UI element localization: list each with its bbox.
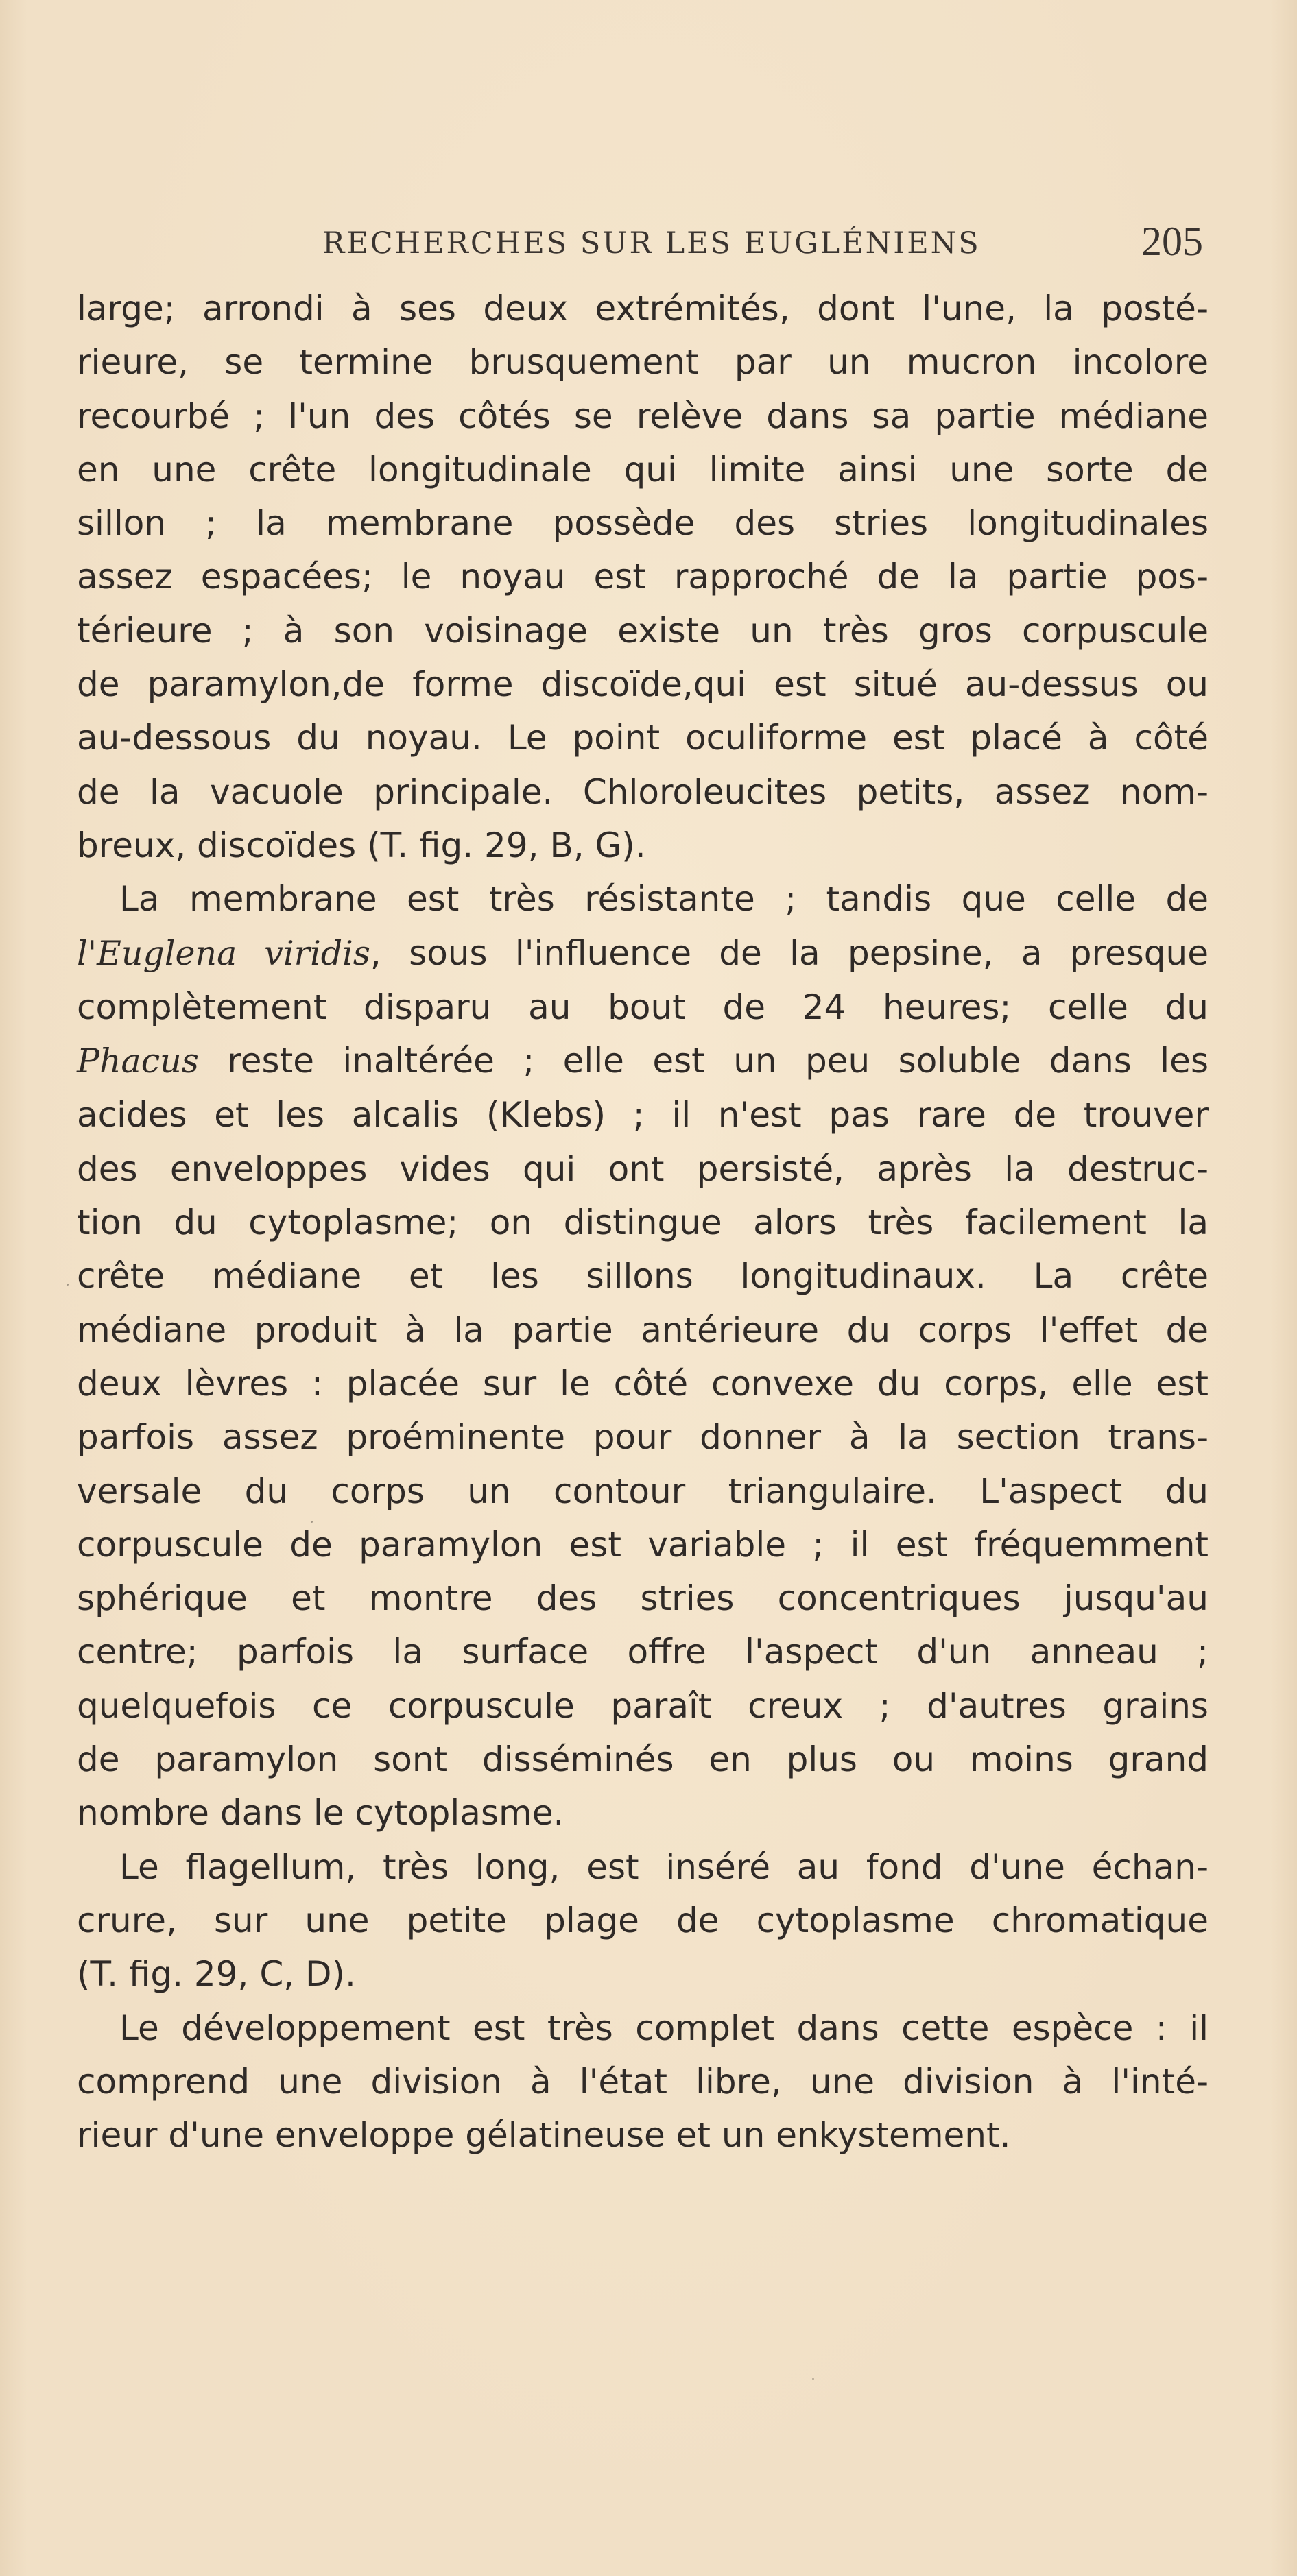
text-line xyxy=(77,658,1209,711)
text-line xyxy=(77,1088,1209,1142)
text-line xyxy=(77,282,1209,335)
text-line xyxy=(77,604,1209,658)
text-span: sphérique et montre des stries concentriques jusqu'au xyxy=(77,1578,1209,1619)
text-line xyxy=(77,2108,1209,2162)
text-line xyxy=(77,2055,1209,2108)
text-line xyxy=(77,1518,1209,1572)
text-span: sillon ; la membrane possède des stries longitudinales xyxy=(77,503,1209,544)
text-span: térieure ; à son voisinage existe un très gros corpuscule xyxy=(77,610,1209,651)
text-span: de paramylon sont disséminés en plus ou moins grand xyxy=(77,1740,1209,1780)
text-span: Le développement est très complet dans cette espèce : il xyxy=(119,2008,1209,2048)
text-line xyxy=(77,711,1209,765)
paper-speck xyxy=(311,1521,313,1523)
text-line xyxy=(77,1894,1209,1947)
text-line xyxy=(77,335,1209,389)
italic-text: Phacus xyxy=(77,1042,199,1081)
text-line xyxy=(77,980,1209,1034)
text-line xyxy=(77,389,1209,443)
text-line xyxy=(77,926,1209,980)
text-line xyxy=(77,443,1209,496)
text-line xyxy=(77,1947,1209,2001)
text-span: breux, discoïdes (T. fig. 29, B, G). xyxy=(77,825,646,865)
text-span: quelquefois ce corpuscule paraît creux ; d'autres grains xyxy=(77,1685,1209,1726)
text-line xyxy=(77,1249,1209,1303)
text-line xyxy=(77,1303,1209,1357)
text-line xyxy=(77,1733,1209,1786)
running-title: RECHERCHES SUR LES EUGLÉNIENS xyxy=(322,226,981,261)
paper-speck xyxy=(67,1284,69,1286)
text-span: corpuscule de paramylon est variable ; il est fréquemment xyxy=(77,1524,1209,1565)
running-head xyxy=(0,218,1297,273)
text-line xyxy=(77,550,1209,603)
text-span: acides et les alcalis (Klebs) ; il n'est pas rare de trouver xyxy=(77,1095,1209,1135)
text-span: crête médiane et les sillons longitudinaux. La crête xyxy=(77,1256,1209,1297)
text-span: médiane produit à la partie antérieure du corps l'effet de xyxy=(77,1310,1209,1350)
text-line xyxy=(77,1840,1209,1894)
text-span: crure, sur une petite plage de cytoplasme chromatique xyxy=(77,1900,1209,1940)
text-line xyxy=(77,872,1209,926)
text-line xyxy=(77,819,1209,872)
text-span: Le flagellum, très long, est inséré au fond d'une échan- xyxy=(119,1846,1209,1887)
text-span: tion du cytoplasme; on distingue alors très facilement la xyxy=(77,1203,1209,1243)
text-line xyxy=(77,1196,1209,1249)
text-line xyxy=(77,1357,1209,1410)
text-span: deux lèvres : placée sur le côté convexe du corps, elle est xyxy=(77,1363,1209,1404)
text-span: complètement disparu au bout de 24 heures; celle du xyxy=(77,987,1209,1027)
text-line xyxy=(77,1572,1209,1625)
text-span: de paramylon,de forme discoïde,qui est situé au-dessus ou xyxy=(77,664,1209,705)
text-span: assez espacées; le noyau est rapproché de la partie pos- xyxy=(77,557,1209,597)
text-line xyxy=(77,1034,1209,1088)
text-span: , sous l'influence de la pepsine, a presque xyxy=(370,932,1209,973)
text-span: en une crête longitudinale qui limite ainsi une sorte de xyxy=(77,449,1209,490)
text-line xyxy=(77,1410,1209,1464)
text-span: des enveloppes vides qui ont persisté, après la destruc- xyxy=(77,1148,1209,1189)
italic-text: l'Euglena viridis xyxy=(77,933,370,973)
text-span: comprend une division à l'état libre, une division à l'inté- xyxy=(77,2061,1209,2102)
text-span: rieur d'une enveloppe gélatineuse et un enkystement. xyxy=(77,2115,1011,2156)
text-line xyxy=(77,765,1209,819)
text-line xyxy=(77,1625,1209,1678)
text-span: La membrane est très résistante ; tandis que celle de xyxy=(119,879,1209,919)
body-text xyxy=(77,282,1209,2162)
text-line xyxy=(77,1786,1209,1840)
text-span: rieure, se termine brusquement par un mucron incolore xyxy=(77,342,1209,383)
text-span: centre; parfois la surface offre l'aspect d'un anneau ; xyxy=(77,1632,1209,1672)
text-line xyxy=(77,1465,1209,1518)
text-span: recourbé ; l'un des côtés se relève dans sa partie médiane xyxy=(77,396,1209,436)
text-line xyxy=(77,496,1209,550)
text-span: de la vacuole principale. Chloroleucites petits, assez nom- xyxy=(77,771,1209,812)
text-span: nombre dans le cytoplasme. xyxy=(77,1793,564,1833)
text-span: parfois assez proéminente pour donner à la section trans- xyxy=(77,1417,1209,1458)
text-span: reste inaltérée ; elle est un peu soluble dans les xyxy=(198,1041,1209,1081)
text-line xyxy=(77,2001,1209,2055)
text-line xyxy=(77,1142,1209,1196)
text-span: au-dessous du noyau. Le point oculiforme est placé à côté xyxy=(77,718,1209,758)
text-span: large; arrondi à ses deux extrémités, dont l'une, la posté- xyxy=(77,289,1209,328)
paper-speck xyxy=(812,2378,814,2380)
text-span: versale du corps un contour triangulaire. L'aspect du xyxy=(77,1471,1209,1511)
text-line xyxy=(77,1679,1209,1733)
page-number: 205 xyxy=(1141,219,1203,264)
text-span: (T. fig. 29, C, D). xyxy=(77,1954,356,1995)
